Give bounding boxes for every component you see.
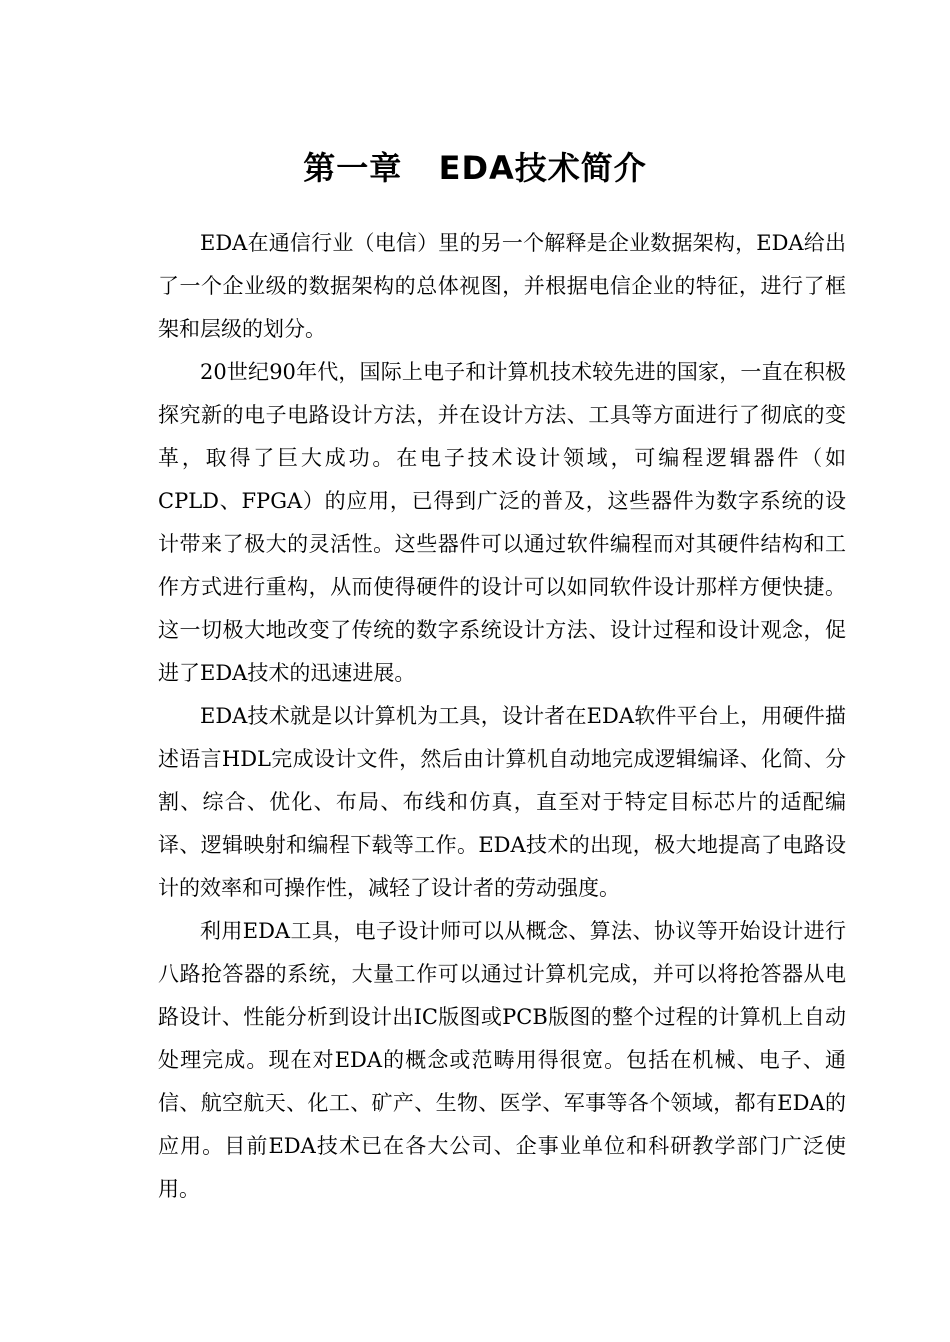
paragraph-eda-definition: EDA技术就是以计算机为工具，设计者在EDA软件平台上，用硬件描述语言HDL完成设计文件，然后由计算机自动地完成逻辑编译、化简、分割、综合、优化、布局、布线和仿真，直至对于特定目标芯片的适配编译、逻辑映射和编程下载等工作。EDA技术的出现，极大地提高了电路设计的效率和可操作性，减轻了设计者的劳动强度。 (158, 704, 846, 900)
chapter-title: 第一章 EDA技术简介 (303, 149, 647, 187)
body-text (158, 222, 846, 1211)
paragraph-eda-applications: 利用EDA工具，电子设计师可以从概念、算法、协议等开始设计进行八路抢答器的系统，大量工作可以通过计算机完成，并可以将抢答器从电路设计、性能分析到设计出IC版图或PCB版图的整个过程的计算机上自动处理完成。现在对EDA的概念或范畴用得很宽。包括在机械、电子、通信、航空航天、化工、矿产、生物、医学、军事等各个领域，都有EDA的应用。目前EDA技术已在各大公司、企事业单位和科研教学部门广泛使用。 (158, 919, 846, 1201)
paragraph-eda-history: 20世纪90年代，国际上电子和计算机技术较先进的国家，一直在积极探究新的电子电路设计方法，并在设计方法、工具等方面进行了彻底的变革，取得了巨大成功。在电子技术设计领域，可编程逻辑器件（如CPLD、FPGA）的应用，已得到广泛的普及，这些器件为数字系统的设计带来了极大的灵活性。这些器件可以通过软件编程而对其硬件结构和工作方式进行重构，从而使得硬件的设计可以如同软件设计那样方便快捷。这一切极大地改变了传统的数字系统设计方法、设计过程和设计观念，促进了EDA技术的迅速进展。 (158, 360, 846, 685)
paragraph-eda-telecom: EDA在通信行业（电信）里的另一个解释是企业数据架构，EDA给出了一个企业级的数据架构的总体视图，并根据电信企业的特征，进行了框架和层级的划分。 (158, 231, 846, 341)
